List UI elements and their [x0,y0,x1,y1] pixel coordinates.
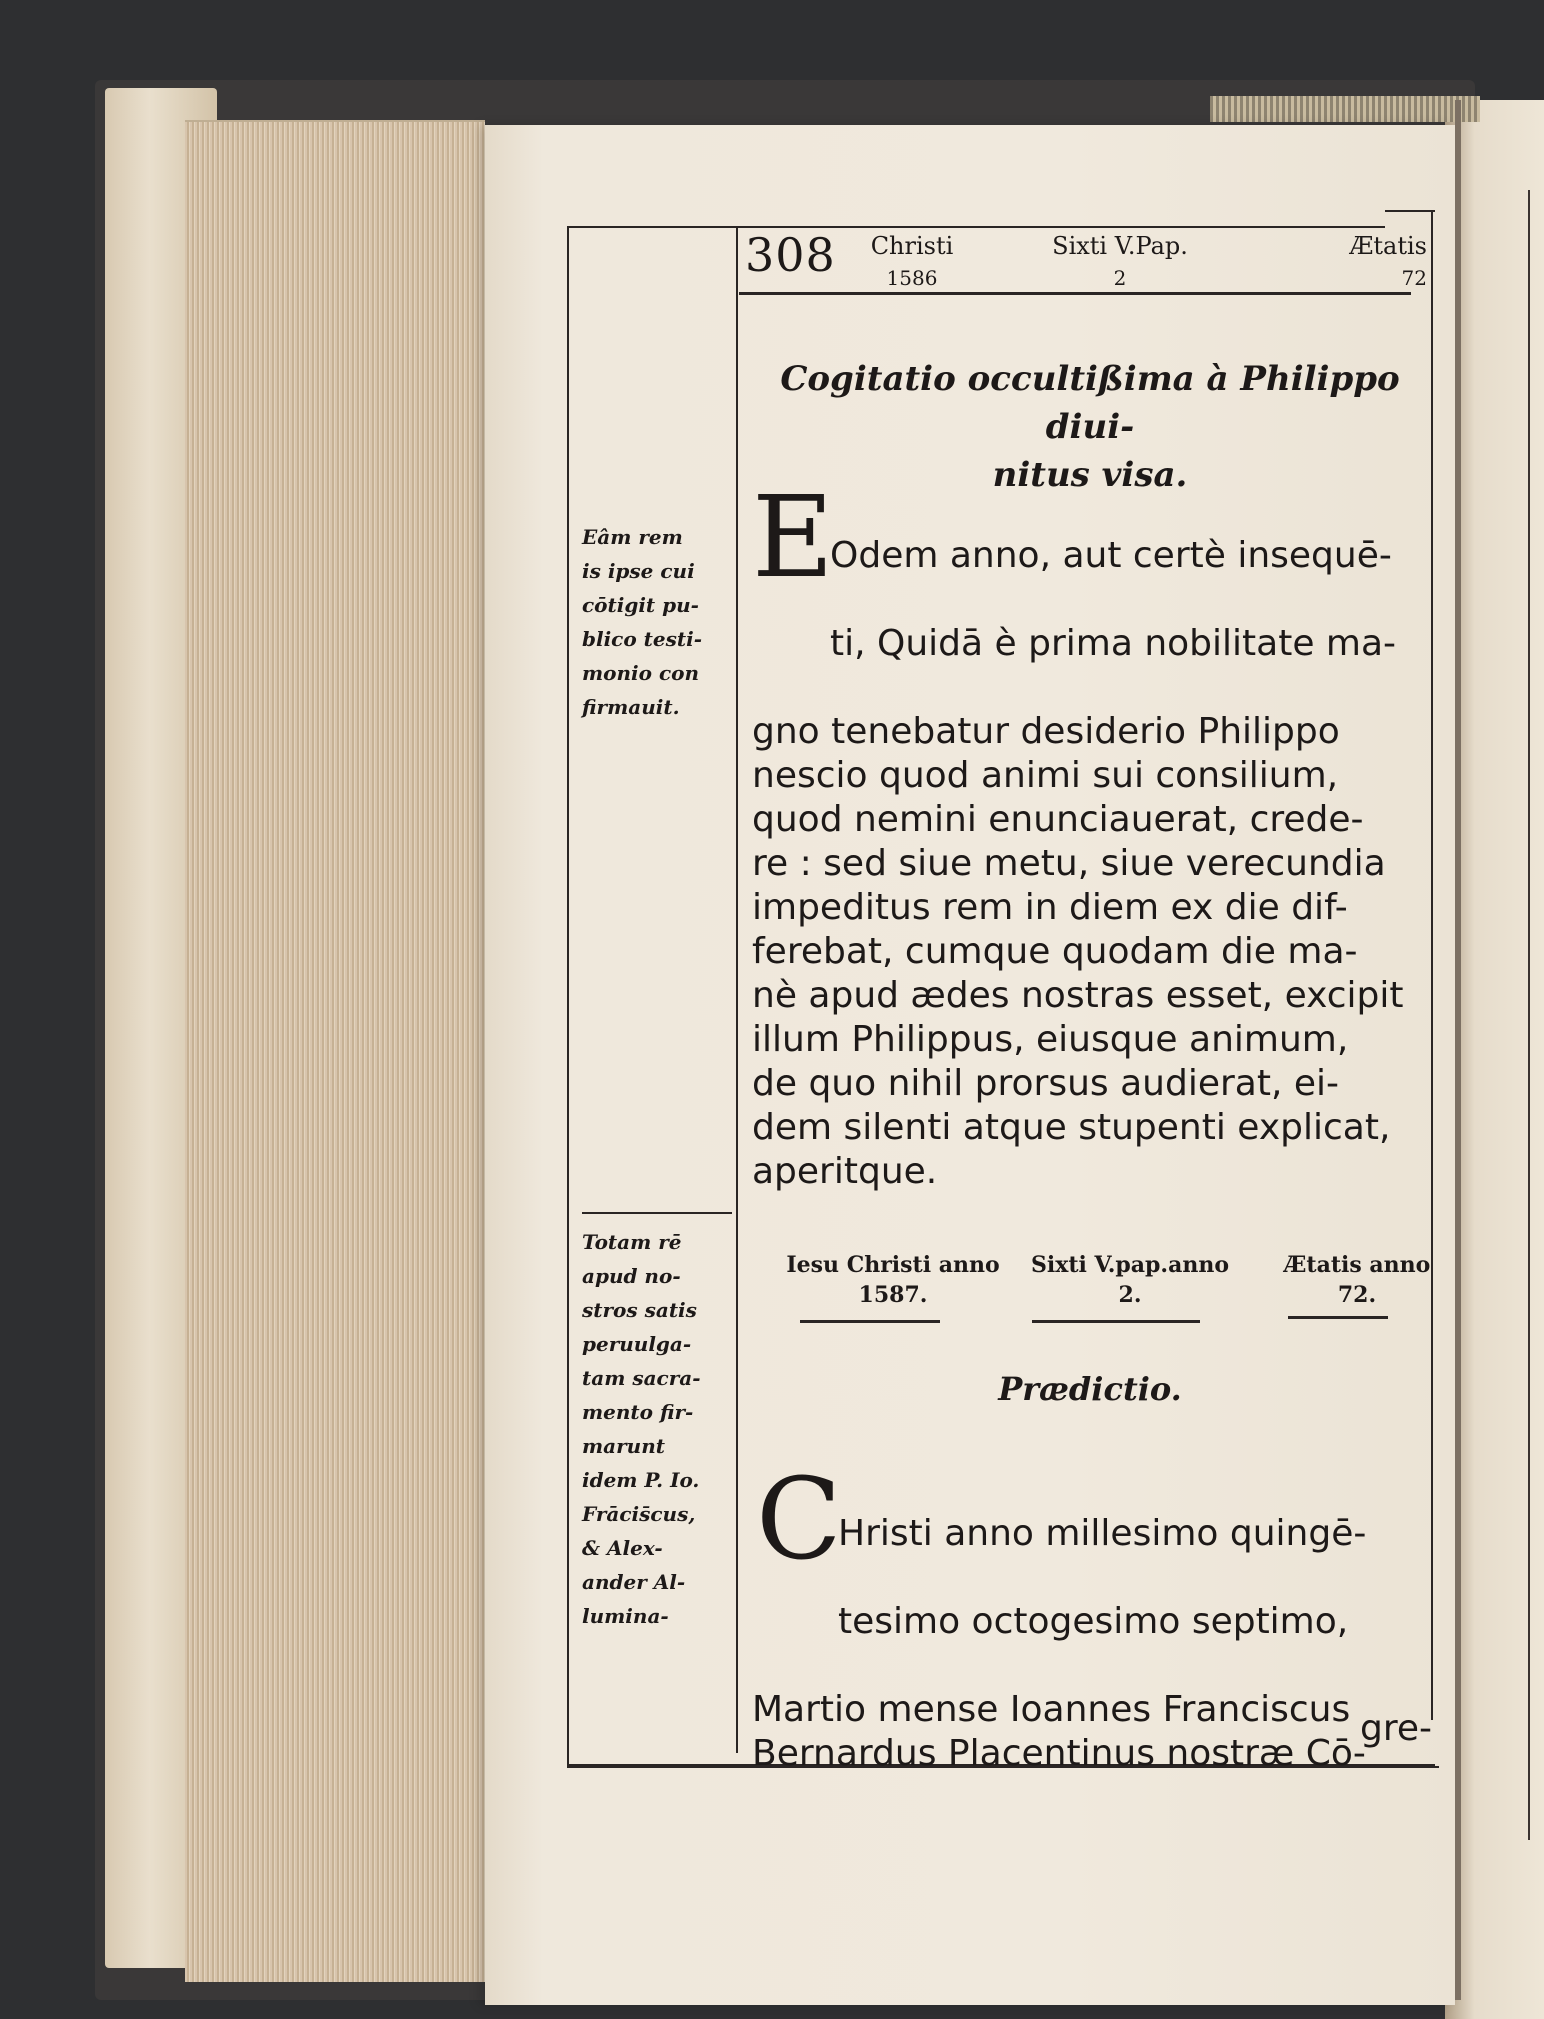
page-number: 308 [745,228,836,282]
paragraph-line-2: ti, Quidā è prima nobilitate ma- [830,623,1397,664]
page-gutter [1455,100,1461,2000]
margin-note-rule [582,1212,732,1214]
section-title-line1: Cogitatio occultißima à Philippo diui- [780,359,1400,447]
section-title-line2: nitus visa. [992,455,1188,495]
paragraph-line-1: Odem anno, aut certè insequē- [830,535,1392,576]
header-aetatis [1297,230,1427,294]
margin-note-1: Eâm rem is ipse cui cōtigit pu- blico testi- monio con firmauit. [582,525,703,719]
subheader-rule-1 [800,1320,940,1323]
drop-cap-c: C [756,1455,842,1585]
paragraph-line-1: Hristi anno millesimo quingē- [838,1513,1367,1554]
header-christi-label: Christi [870,232,954,260]
facing-page-rule [1528,190,1530,1840]
subheader-sixti-year: 2. [1118,1282,1142,1308]
subheader-iesu-label: Iesu Christi anno [786,1252,1000,1278]
margin-divider [736,228,738,1753]
subheader-iesu-year: 1587. [858,1282,928,1308]
page-stack [185,120,485,1982]
section-title-cogitatio [760,355,1420,499]
subheader-sixti [1030,1250,1230,1310]
subheader-aetatis [1282,1250,1432,1310]
subheader-iesu [778,1250,1008,1310]
header-aetatis-label: Ætatis [1349,232,1427,260]
header-christi [862,230,962,294]
header-aetatis-year: 72 [1401,266,1427,290]
drop-cap-e: E [752,473,834,603]
frame-top-rule-right [1385,210,1435,212]
subheader-sixti-label: Sixti V.pap.anno [1030,1252,1230,1278]
header-christi-year: 1586 [886,266,938,290]
frame-right-rule [1431,210,1433,1720]
paragraph-praedictio [752,1455,1420,1776]
header-sixti-year: 2 [1113,266,1127,290]
paragraph-body: Martio mense Ioannes Franciscus Bernardus Placentinus nostræ Cō- [752,1689,1366,1774]
subheader-rule-2 [1032,1320,1200,1323]
paragraph-line-2: tesimo octogesimo septimo, [838,1601,1349,1642]
frame-top-rule [567,226,1385,228]
subheader-aetatis-label: Ætatis anno [1283,1252,1431,1278]
subheader-aetatis-year: 72. [1337,1282,1377,1308]
header-sixti-label: Sixti V.Pap. [1052,232,1188,260]
catchword: gre- [1360,1708,1432,1749]
spine-thread [1210,96,1480,122]
paragraph-body: gno tenebatur desiderio Philippo nescio quod animi sui consilium, quod nemini enunciauerat, crede- re : sed siue metu, siue verecundia impeditus rem in diem ex die dif- ferebat, cumque quodam die ma- nè apud ædes nostras esset, excipit illum Philippus, eiusque animum, de quo nihil prorsus audierat, ei- dem silenti atque stupenti explicat, aperitque. [752,711,1404,1192]
subheader-rule-3 [1288,1316,1388,1319]
margin-note-2: Totam rē apud no- stros satis peruulga- tam sacra- mento fir- marunt idem P. Io. Frācis̄cus, & Alex- ander Al- lumina- [582,1230,701,1628]
header-sixti [1030,230,1210,294]
section-title-praedictio: Prædictio. [998,1370,1182,1408]
